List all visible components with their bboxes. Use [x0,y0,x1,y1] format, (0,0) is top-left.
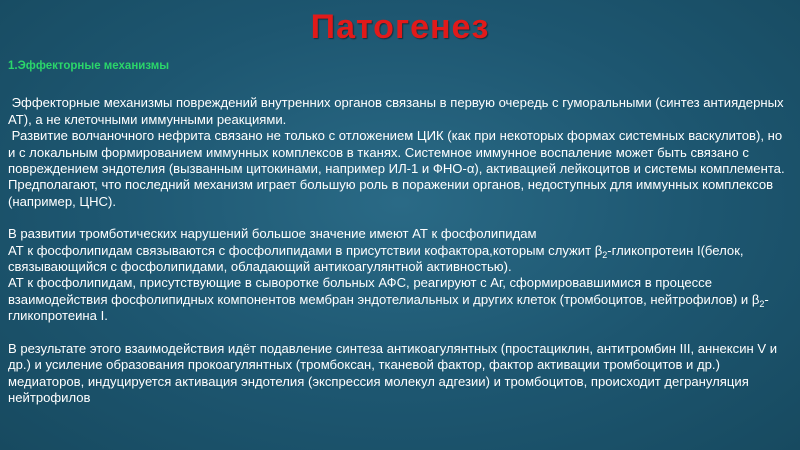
paragraph-thrombotic: В развитии тромботических нарушений большое значение имеют АТ к фосфолипидам [8,226,537,242]
paragraph-nephritis: Развитие волчаночного нефрита связано не только с отложением ЦИК (как при некоторых формах системных васкулитов), но и с локальным формированием иммунных комплексов в тканях. Системное иммунное воспаление может быть связано с повреждением эндотелия (вызванным цитокинами, например ИЛ-1 и ФНО-α), активацией лейкоцитов и системы комплемента. Предполагают, что последний механизм играет большую роль в поражении органов, недоступных для иммунных комплексов (например, ЦНС). [8,128,789,209]
paragraph-phospholipid-binding-part1: АТ к фосфолипидам связываются с фосфолипидами в присутствии кофактора,которым служит β [8,242,603,258]
paragraph-effector: Эффекторные механизмы повреждений внутренних органов связаны в первую очередь с гуморальными (синтез антиядерных АТ), а не клеточными иммунными реакциями. [8,95,788,127]
subscript-2: 2 [759,298,765,309]
paragraph-result: В результате этого взаимодействия идёт подавление синтеза антикоагулянтных (простациклин, антитромбин III, аннексин V и др.) и усиление образования прокоагулянтных (тромбоксан, тканевой фактор, фактор активации тромбоцитов и др.) медиаторов, индуцируется активация эндотелия (экспрессия молекул адгезии) и тромбоцитов, происходит дегрануляция нейтрофилов [8,340,778,405]
section-subheading: 1.Эффекторные механизмы [8,60,170,72]
paragraph-phospholipid-binding-part2: -гликопротеин I(белок, связывающийся с фосфолипидами, обладающий антикоагулянтной активностью). [8,242,744,275]
paragraph-afs [8,275,793,324]
paragraph-afs-part2: -гликопротеина I. [8,291,769,324]
spacer [8,210,793,226]
slide-content [8,58,793,406]
paragraph-phospholipid-binding [8,243,793,276]
slide-title: Патогенез [310,8,490,46]
paragraph-afs-part1: АТ к фосфолипидам, присутствующие в сыворотке больных АФС, реагируют с Аг, сформировавшимися в процессе взаимодействия фосфолипидных компонентов мембран эндотелиальных и других клеток (тромбоцитов, нейтрофилов) и β [8,275,760,307]
subscript-2: 2 [602,249,608,260]
spacer [8,325,793,341]
